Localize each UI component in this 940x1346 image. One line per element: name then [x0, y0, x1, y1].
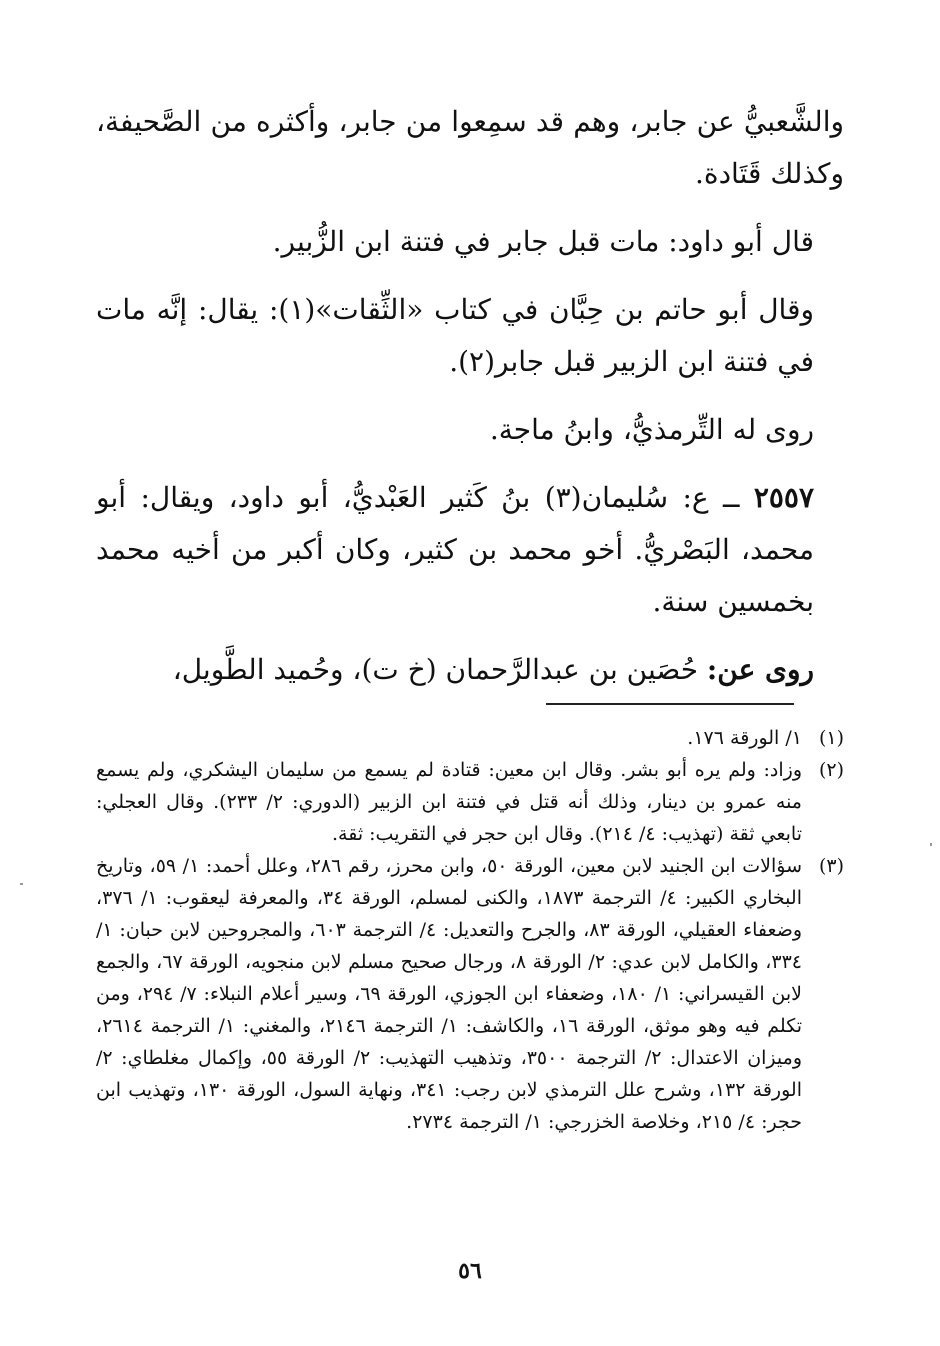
footnote-number: (١): [818, 727, 844, 749]
paragraph-3: وقال أبو حاتم بن حِبَّان في كتاب «الثِّقات»(١): يقال: إنَّه مات في فتنة ابن الزبير قبل جابر(٢).: [96, 293, 814, 378]
paragraph-4: روى له التِّرمذيُّ، وابنُ ماجة.: [489, 413, 814, 446]
footnote-text: سؤالات ابن الجنيد لابن معين، الورقة ٥٠، وابن محرز، رقم ٢٨٦، وعلل أحمد: ١/ ٥٩، وتاريخ البخاري الكبير: ٤/ الترجمة ١٨٧٣، والكنى لمسلم، الورقة ٣٤، والمعرفة ليعقوب: ١/ ٣٧٦، وضعفاء العقيلي، الورقة ٨٣، والجرح والتعديل: ٤/ الترجمة ٦٠٣، والمجروحين لابن حبان: ١/ ٣٣٤، والكامل لابن عدي: ٢/ الورقة ٨، ورجال صحيح مسلم لابن منجويه، الورقة ٦٧، والجمع لابن القيسراني: ١/ ١٨٠، وضعفاء ابن الجوزي، الورقة ٦٩، وسير أعلام النبلاء: ٧/ ٢٩٤، ومن تكلم فيه وهو موثق، الورقة ١٦، والكاشف: ١/ الترجمة ٢١٤٦، والمغني: ١/ الترجمة ٢٦١٤، وميزان الاعتدال: ٢/ الترجمة ٣٥٠٠، وتذهيب التهذيب: ٢/ الورقة ٥٥، وإكمال مغلطاي: ٢/ الورقة ١٣٢، وشرح علل الترمذي لابن رجب: ٣٤١، ونهاية السول، الورقة ١٣٠، وتهذيب ابن حجر: ٤/ ٢١٥، وخلاصة الخزرجي: ١/ الترجمة ٢٧٣٤.: [96, 855, 803, 1133]
footnote-text: ١/ الورقة ١٧٦.: [687, 727, 802, 749]
entry-2557: [96, 472, 844, 628]
footnote: [96, 722, 844, 754]
main-text: [96, 96, 844, 696]
page-number: ٥٦: [458, 1258, 482, 1284]
footnote: [96, 754, 844, 850]
footnote-number: (٣): [818, 855, 844, 877]
rawa-label: روى عن:: [706, 653, 814, 686]
entry-text: ــ ع: سُليمان(٣) بنُ كَثير العَبْديُّ، أبو داود، ويقال: أبو محمد، البَصْريُّ. أخو محمد بن كثير، وكان أكبر من أخيه محمد بخمسين سنة.: [96, 481, 814, 618]
footnote: [96, 850, 844, 1138]
footnotes: [96, 722, 844, 1138]
footnote-divider: [546, 703, 794, 705]
scan-speck: [20, 883, 23, 885]
entry-number: ٢٥٥٧: [753, 481, 814, 514]
footnote-text: وزاد: ولم يره أبو بشر. وقال ابن معين: قتادة لم يسمع من سليمان اليشكري، ولم يسمع منه عمرو بن دينار، وذلك أنه قتل في فتنة ابن الزبير (الدوري: ٢/ ٢٣٣). وقال العجلي: تابعي ثقة (تهذيب: ٤/ ٢١٤). وقال ابن حجر في التقريب: ثقة.: [96, 759, 802, 845]
scan-speck: [930, 843, 932, 846]
footnote-number: (٢): [818, 759, 844, 781]
paragraph-6: [96, 644, 844, 696]
paragraph-2: قال أبو داود: مات قبل جابر في فتنة ابن الزُّبير.: [272, 225, 814, 258]
paragraph-1: والشَّعبيُّ عن جابر، وهم قد سمِعوا من جابر، وأكثره من الصَّحيفة، وكذلك قَتَادة.: [96, 105, 844, 190]
rawa-text: حُصَين بن عبدالرَّحمان (خ ت)، وحُميد الطَّويل،: [172, 653, 699, 686]
